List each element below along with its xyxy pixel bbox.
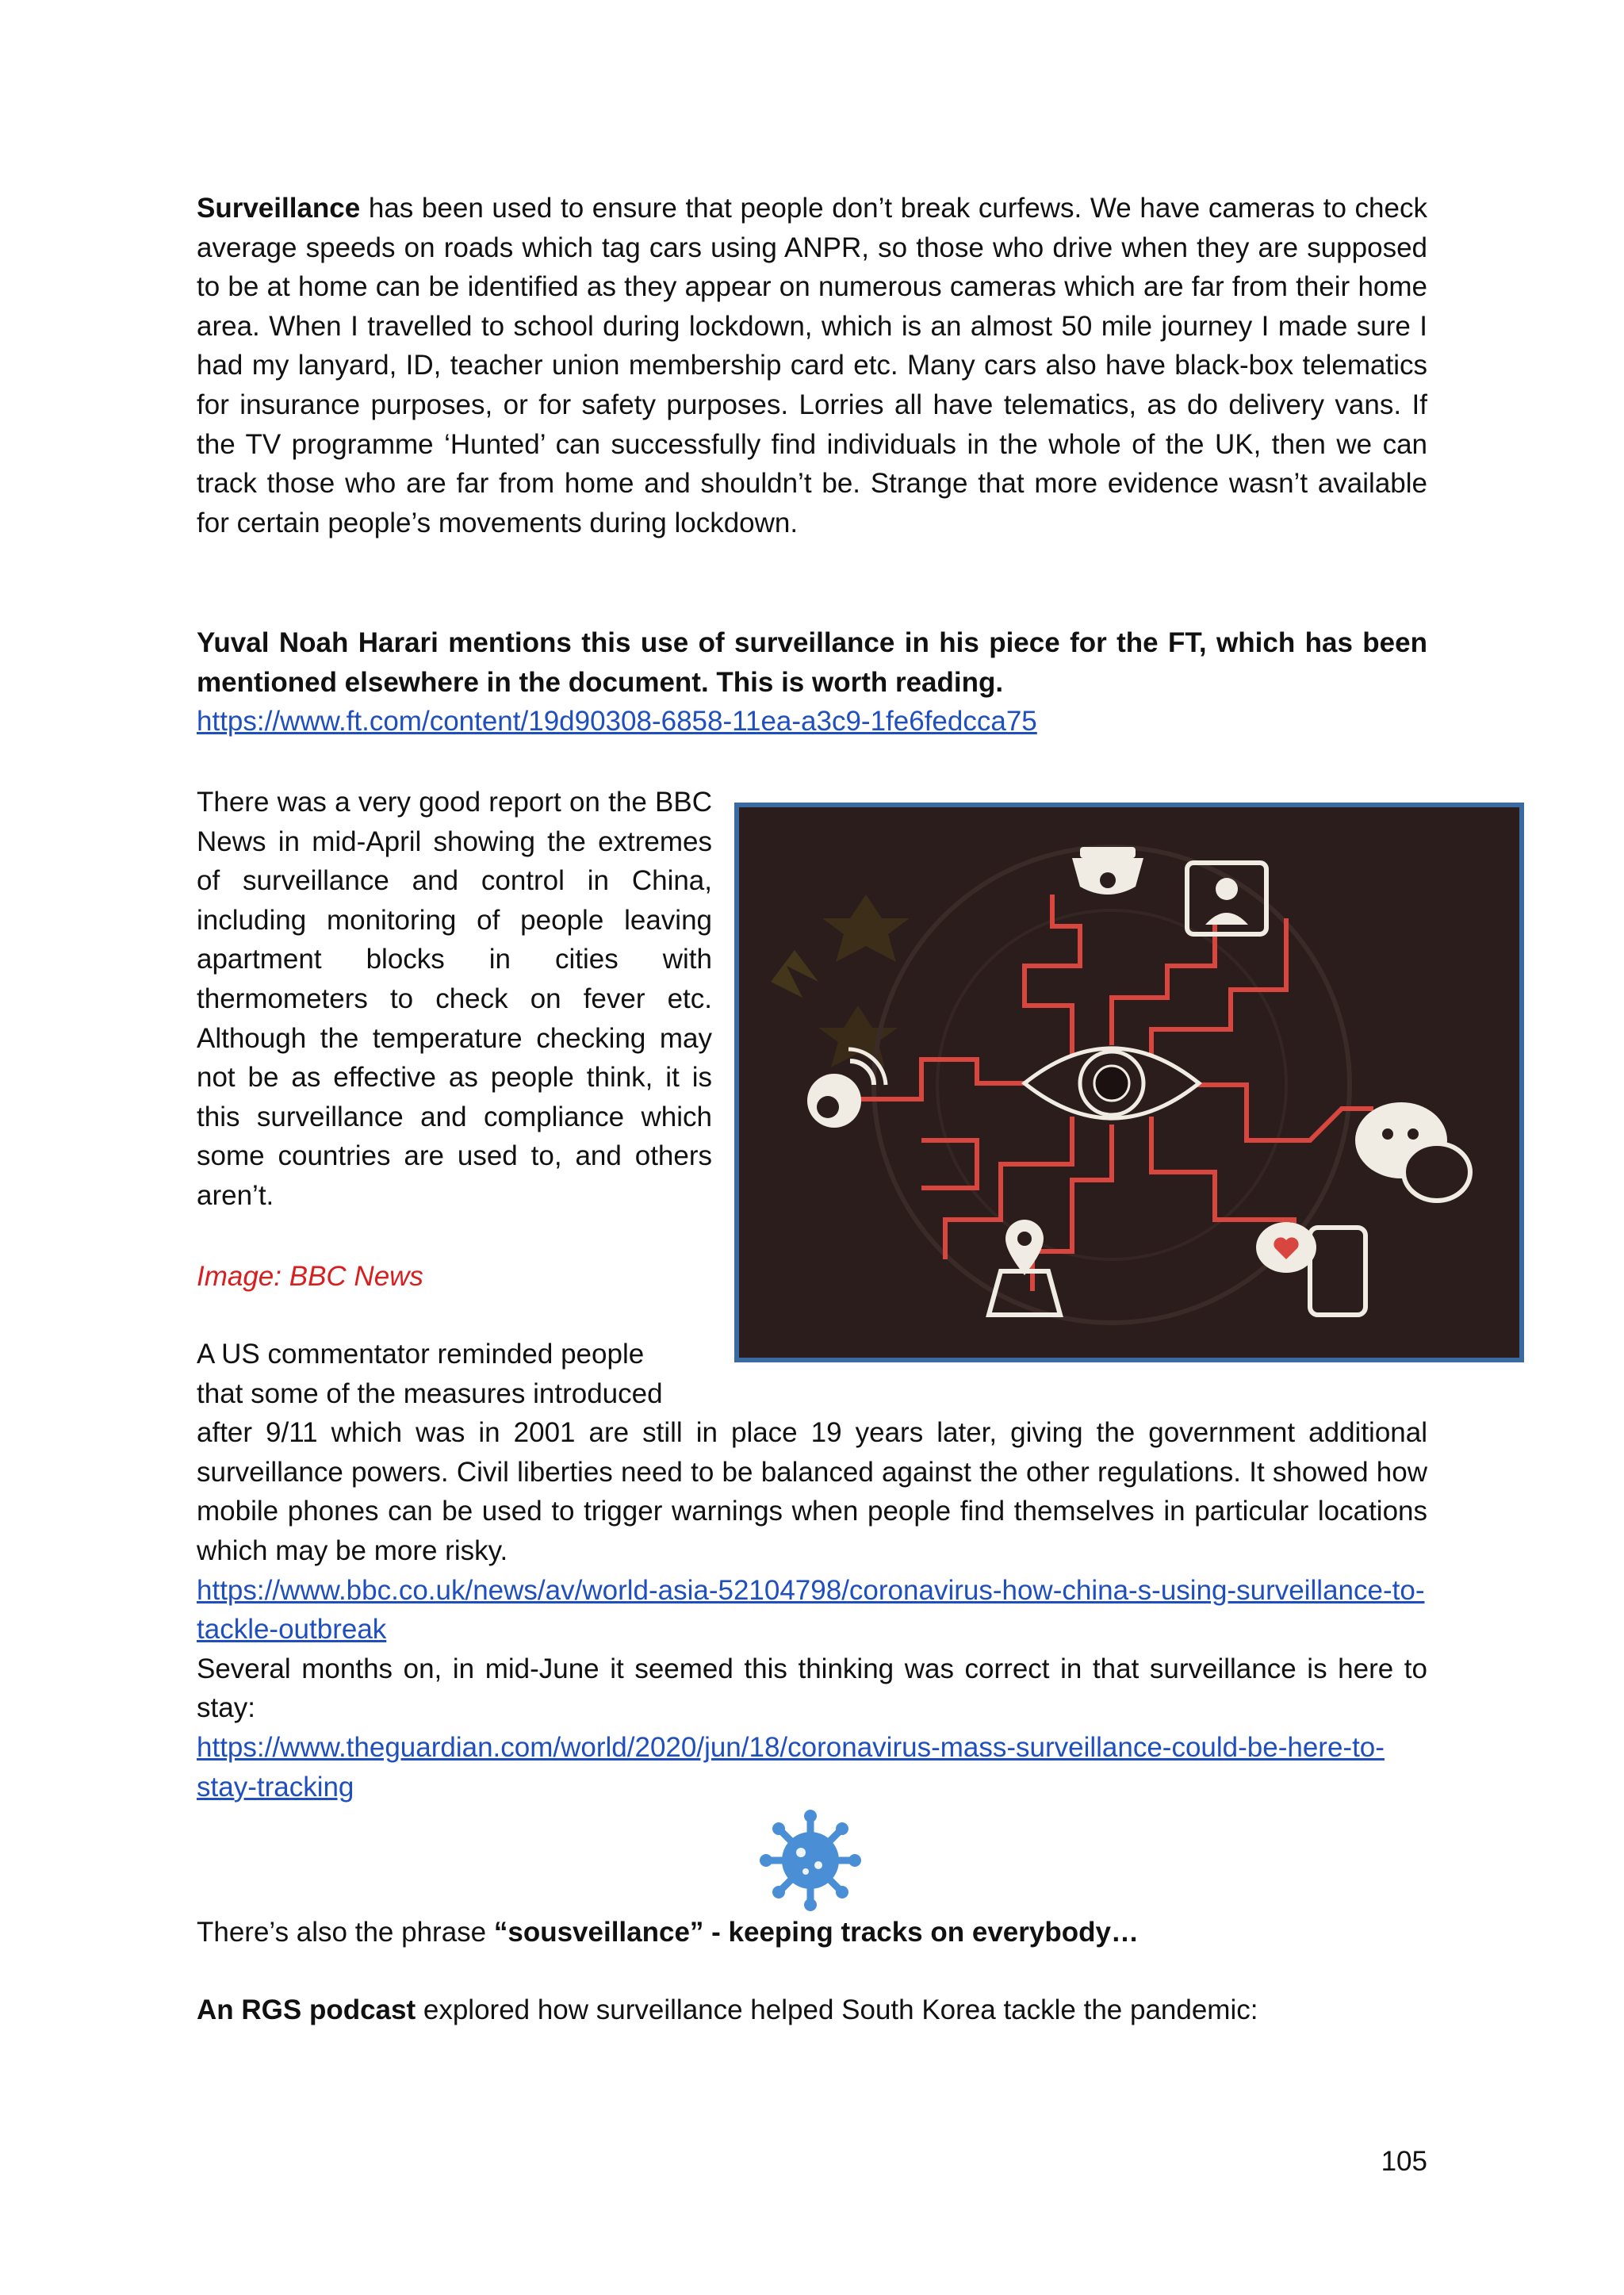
ft-article-link[interactable]: https://www.ft.com/content/19d90308-6858-11ea-a3c9-1fe6fedcca75 bbox=[197, 706, 1037, 738]
paragraph-surveillance-curfews bbox=[197, 189, 1427, 542]
lead-term-surveillance: Surveillance bbox=[197, 193, 361, 224]
rgs-podcast-label: An RGS podcast bbox=[197, 1994, 416, 2025]
paragraph-body: has been used to ensure that people don’t break curfews. We have cameras to check average speeds on roads which tag cars using ANPR, so those who drive when they are supposed to be at home can be identified as they appear on numerous cameras which are far from their home area. When I travelled to school during lockdown, which is an almost 50 mile journey I made sure I had my lanyard, ID, teacher union membership card etc. Many cars also have black-box telematics for insurance purposes, or for safety purposes. Lorries all have telematics, as do delivery vans. If the TV programme ‘Hunted’ can successfully find individuals in the whole of the UK, then we can track those who are far from home and shouldn’t be. Strange that more evidence wasn’t available for certain people’s movements during lockdown. bbox=[197, 193, 1427, 538]
paragraph-sousveillance bbox=[197, 1913, 1427, 1952]
paragraph-body: Several months on, in mid-June it seemed this thinking was correct in that surveillance is here to stay: bbox=[197, 1653, 1427, 1724]
paragraph-body: There’s also the phrase bbox=[197, 1917, 494, 1948]
image-caption: Image: BBC News bbox=[197, 1261, 423, 1292]
paragraph-rgs-podcast bbox=[197, 1990, 1427, 2030]
bbc-article-link[interactable]: https://www.bbc.co.uk/news/av/world-asia-52104798/coronavirus-how-china-s-using-surveillance-to-tackle-outbreak bbox=[197, 1574, 1425, 1646]
paragraph-line: that some of the measures introduced bbox=[197, 1377, 663, 1409]
page-number: 105 bbox=[1381, 2146, 1427, 2177]
paragraph-body: explored how surveillance helped South Korea tackle the pandemic: bbox=[416, 1994, 1258, 2025]
paragraph-bbc-report bbox=[197, 783, 712, 1216]
guardian-article-link[interactable]: https://www.theguardian.com/world/2020/jun/18/coronavirus-mass-surveillance-could-be-here-to-stay-tracking bbox=[197, 1731, 1385, 1803]
harari-note: Yuval Noah Harari mentions this use of surveillance in his piece for the FT, which has been mentioned elsewhere in the document. This is worth reading. bbox=[197, 627, 1427, 698]
paragraph-line: A US commentator reminded people bbox=[197, 1339, 645, 1370]
virus-icon bbox=[760, 1810, 861, 1911]
sousveillance-phrase: “sousveillance” - keeping tracks on everybody… bbox=[493, 1917, 1139, 1948]
paragraph-body: There was a very good report on the BBC News in mid-April showing the extremes of surveillance and control in China, including monitoring of people leaving apartment blocks in cities with thermometers to check on fever etc. Although the temperature checking may not be as effective as people think, it is this surveillance and compliance which some countries are used to, and others aren’t. bbox=[197, 787, 712, 1211]
surveillance-eye-network-illustration bbox=[739, 807, 1519, 1358]
paragraph-body: after 9/11 which was in 2001 are still in place 19 years later, giving the government additional surveillance powers. Civil liberties need to be balanced against the other regulations. It showed how mobile phones can be used to trigger warnings when people find themselves in particular locations which may be more risky. bbox=[197, 1417, 1427, 1566]
surveillance-illustration bbox=[734, 803, 1524, 1362]
paragraph-us-commentator bbox=[197, 1335, 1427, 1806]
paragraph-harari bbox=[197, 623, 1427, 741]
